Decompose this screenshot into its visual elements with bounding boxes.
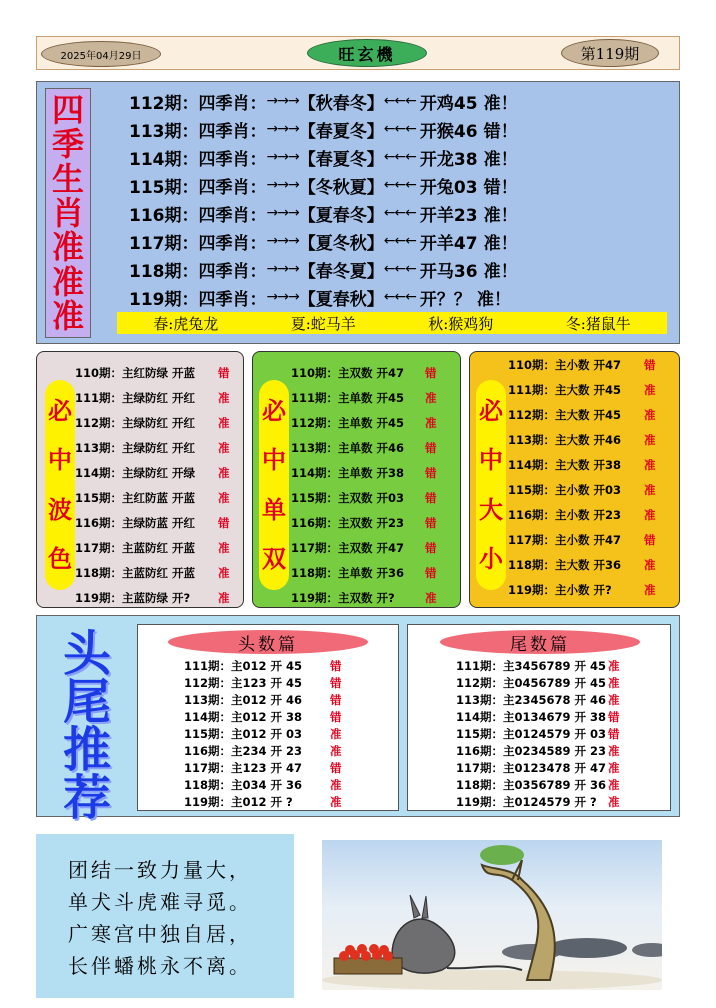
prediction-text: 115期：主双数 开03: [291, 490, 405, 505]
prediction-row: [508, 477, 656, 502]
result-mark: 准: [608, 794, 620, 809]
arrow-right-icon: →→→: [266, 177, 299, 193]
arrow-right-icon: →→→: [266, 289, 299, 305]
prediction-text: 113期：主绿防红 开红: [75, 440, 196, 455]
prediction-row: [184, 759, 342, 776]
legend-item: 秋:猴鸡狗: [428, 314, 494, 333]
prediction-row: [508, 577, 656, 602]
season-set: 【春夏冬】: [298, 149, 384, 170]
four-seasons-title: [45, 88, 91, 338]
result-mark: 准: [644, 507, 656, 522]
big-small-rows: [508, 352, 656, 602]
label-char: 中: [479, 446, 503, 475]
prediction-row: [456, 691, 620, 708]
prediction-text: 118期：主蓝防红 开蓝: [75, 565, 196, 580]
result-mark: 准！: [483, 233, 518, 254]
season-row: [129, 87, 518, 115]
prediction-row: [184, 708, 342, 725]
prediction-text: 116期：主绿防蓝 开红: [75, 515, 196, 530]
result-mark: 准: [425, 415, 437, 430]
prediction-text: 119期：主小数 开?: [508, 582, 612, 597]
result-mark: 准！: [483, 93, 518, 114]
prediction-row: [184, 793, 342, 810]
season-set: 【春夏冬】: [298, 121, 384, 142]
prediction-text: 113期：主单数 开46: [291, 440, 405, 455]
prediction-row: [291, 510, 437, 535]
result-mark: 准: [608, 658, 620, 673]
title-char: 荐: [62, 770, 111, 826]
prediction-row: [456, 708, 620, 725]
result-mark: 准: [608, 743, 620, 758]
arrow-left-icon: ←←←: [383, 93, 416, 109]
prediction-row: [75, 410, 230, 435]
prediction-row: [508, 377, 656, 402]
label-char: 必: [262, 396, 286, 425]
result-mark: 错: [608, 726, 620, 741]
prediction-text: 115期：主小数 开03: [508, 482, 622, 497]
arrow-left-icon: ←←←: [383, 177, 416, 193]
label-char: 必: [479, 396, 503, 425]
title-char: 尾: [62, 674, 111, 730]
result-mark: 准: [218, 415, 230, 430]
wave-color-box: [36, 351, 244, 608]
result-mark: 准: [644, 482, 656, 497]
wave-color-rows: [75, 360, 230, 610]
result-mark: 错: [425, 365, 437, 380]
result-mark: 准: [218, 490, 230, 505]
period-label: 114期：四季肖：: [129, 149, 267, 170]
prediction-row: [75, 535, 230, 560]
open-result: 开兔03: [419, 177, 478, 198]
prediction-text: 114期：主绿防红 开绿: [75, 465, 196, 480]
season-set: 【冬秋夏】: [298, 177, 384, 198]
head-tail-section: [36, 615, 680, 826]
result-mark: 准: [644, 582, 656, 597]
head-number-rows: [184, 657, 342, 810]
prediction-row: [508, 452, 656, 477]
period-label: 113期：四季肖：: [129, 121, 267, 142]
season-set: 【夏冬秋】: [298, 233, 384, 254]
head-number-panel: [137, 624, 399, 811]
prediction-row: [291, 435, 437, 460]
label-char: 必: [48, 396, 72, 425]
prediction-row: [508, 352, 656, 377]
prediction-text: 110期：主小数 开47: [508, 357, 622, 372]
prediction-text: 115期：主012 开 03: [184, 726, 303, 741]
rock-icon: [632, 943, 662, 957]
result-mark: 准: [608, 675, 620, 690]
section-title-char: 季: [51, 125, 84, 164]
arrow-right-icon: →→→: [266, 233, 299, 249]
result-mark: 准: [608, 777, 620, 792]
result-mark: 准: [218, 440, 230, 455]
season-set: 【春冬夏】: [298, 261, 384, 282]
prediction-row: [291, 460, 437, 485]
leaves-icon: [480, 845, 524, 865]
season-row: [129, 199, 518, 227]
result-mark: 错！: [483, 177, 518, 198]
prediction-text: 111期：主3456789 开 45: [456, 658, 607, 673]
section-title-char: 肖: [51, 193, 84, 232]
prediction-text: 116期：主0234589 开 23: [456, 743, 607, 758]
season-set: 【秋春冬】: [298, 93, 384, 114]
open-result: 开龙38: [419, 149, 478, 170]
prediction-text: 119期：主012 开 ?: [184, 794, 293, 809]
prediction-row: [184, 691, 342, 708]
prediction-text: 118期：主034 开 36: [184, 777, 303, 792]
section-title-char: 生: [51, 159, 84, 198]
season-row: [129, 143, 518, 171]
prediction-row: [75, 360, 230, 385]
prediction-text: 116期：主小数 开23: [508, 507, 622, 522]
season-set: 【夏春秋】: [298, 289, 384, 310]
prediction-text: 117期：主蓝防红 开蓝: [75, 540, 196, 555]
prediction-text: 112期：主0456789 开 45: [456, 675, 607, 690]
big-small-box: [469, 351, 680, 608]
result-mark: 错: [425, 490, 437, 505]
prediction-text: 115期：主0124579 开 03: [456, 726, 607, 741]
head-number-title: 头数篇: [168, 630, 368, 654]
open-result: 开羊23: [419, 205, 478, 226]
prediction-row: [508, 552, 656, 577]
issue-badge: 第119期: [561, 39, 659, 67]
poem-line: 团结一致力量大，: [68, 858, 252, 882]
prediction-row: [75, 585, 230, 610]
tail-number-title: 尾数篇: [440, 630, 640, 654]
tail-number-panel: [407, 624, 671, 811]
open-result: 开猴46: [419, 121, 478, 142]
prediction-text: 113期：主大数 开46: [508, 432, 622, 447]
prediction-text: 114期：主大数 开38: [508, 457, 622, 472]
result-mark: 准！: [476, 289, 511, 310]
arrow-left-icon: ←←←: [383, 149, 416, 165]
prediction-row: [291, 360, 437, 385]
period-label: 118期：四季肖：: [129, 261, 267, 282]
arrow-left-icon: ←←←: [383, 121, 416, 137]
result-mark: 准: [218, 590, 230, 605]
rock-icon: [547, 938, 627, 958]
prediction-text: 111期：主绿防红 开红: [75, 390, 196, 405]
result-mark: 准: [608, 692, 620, 707]
label-char: 中: [262, 446, 286, 475]
result-mark: 错: [218, 365, 230, 380]
date-badge: 2025年04月29日: [41, 41, 161, 67]
result-mark: 错: [330, 760, 342, 775]
label-char: 中: [48, 446, 72, 475]
result-mark: 准: [218, 465, 230, 480]
prediction-text: 119期：主蓝防绿 开?: [75, 590, 191, 605]
prediction-row: [508, 502, 656, 527]
prediction-row: [75, 460, 230, 485]
wave-color-label: [45, 380, 75, 590]
prediction-text: 112期：主大数 开45: [508, 407, 622, 422]
result-mark: 准！: [483, 261, 518, 282]
result-mark: 准: [425, 390, 437, 405]
prediction-text: 111期：主大数 开45: [508, 382, 622, 397]
result-mark: 错: [330, 709, 342, 724]
header-bar: [36, 36, 680, 70]
prediction-text: 110期：主红防绿 开蓝: [75, 365, 196, 380]
arrow-right-icon: →→→: [266, 121, 299, 137]
prediction-text: 116期：主234 开 23: [184, 743, 303, 758]
open-result: 开？？: [419, 289, 471, 310]
result-mark: 错: [425, 515, 437, 530]
result-mark: 准: [218, 565, 230, 580]
arrow-right-icon: →→→: [266, 205, 299, 221]
prediction-row: [456, 759, 620, 776]
result-mark: 准: [218, 390, 230, 405]
arrow-right-icon: →→→: [266, 261, 299, 277]
prediction-text: 114期：主012 开 38: [184, 709, 303, 724]
result-mark: 错: [425, 540, 437, 555]
period-label: 115期：四季肖：: [129, 177, 267, 198]
arrow-left-icon: ←←←: [383, 261, 416, 277]
prediction-text: 119期：主双数 开?: [291, 590, 395, 605]
prediction-row: [456, 657, 620, 674]
arrow-left-icon: ←←←: [383, 205, 416, 221]
result-mark: 错: [425, 440, 437, 455]
big-small-label: [476, 380, 506, 590]
result-mark: 准！: [483, 205, 518, 226]
section-title-char: 准: [51, 296, 84, 335]
prediction-text: 117期：主小数 开47: [508, 532, 622, 547]
prediction-text: 118期：主大数 开36: [508, 557, 622, 572]
result-mark: 准: [644, 432, 656, 447]
prediction-row: [456, 793, 620, 810]
prediction-row: [291, 485, 437, 510]
prediction-text: 112期：主123 开 45: [184, 675, 303, 690]
season-row: [129, 171, 518, 199]
four-seasons-rows: [129, 87, 518, 311]
result-mark: 准: [330, 777, 342, 792]
label-char: 色: [48, 545, 72, 574]
result-mark: 准: [330, 794, 342, 809]
tree-trunk-icon: [482, 865, 555, 980]
section-title-char: 四: [51, 91, 84, 130]
label-char: 波: [48, 495, 72, 524]
prediction-row: [184, 776, 342, 793]
prediction-row: [456, 742, 620, 759]
open-result: 开马36: [419, 261, 478, 282]
open-result: 开羊47: [419, 233, 478, 254]
open-result: 开鸡45: [419, 93, 478, 114]
prediction-text: 113期：主012 开 46: [184, 692, 303, 707]
prediction-text: 117期：主0123478 开 47: [456, 760, 607, 775]
site-title: 旺玄機: [307, 39, 427, 67]
prediction-text: 112期：主单数 开45: [291, 415, 405, 430]
title-char: 推: [62, 722, 111, 778]
four-seasons-section: [36, 81, 680, 344]
prediction-text: 117期：主123 开 47: [184, 760, 303, 775]
prediction-row: [456, 725, 620, 742]
prediction-row: [75, 510, 230, 535]
odd-even-box: [252, 351, 461, 608]
prediction-row: [75, 485, 230, 510]
prediction-text: 114期：主0134679 开 38: [456, 709, 607, 724]
prediction-text: 110期：主双数 开47: [291, 365, 405, 380]
prediction-row: [508, 527, 656, 552]
season-row: [129, 227, 518, 255]
prediction-row: [184, 657, 342, 674]
prediction-text: 119期：主0124579 开 ?: [456, 794, 597, 809]
season-set: 【夏春冬】: [298, 205, 384, 226]
arrow-right-icon: →→→: [266, 93, 299, 109]
result-mark: 准: [644, 382, 656, 397]
season-row: [129, 255, 518, 283]
label-char: 小: [479, 545, 503, 574]
poem-line: 广寒宫中独自居，: [68, 922, 252, 946]
prediction-text: 111期：主012 开 45: [184, 658, 303, 673]
result-mark: 错: [330, 658, 342, 673]
result-mark: 准: [425, 590, 437, 605]
prediction-row: [291, 535, 437, 560]
result-mark: 错: [644, 532, 656, 547]
prediction-text: 115期：主红防蓝 开蓝: [75, 490, 196, 505]
result-mark: 错！: [483, 121, 518, 142]
result-mark: 准！: [483, 149, 518, 170]
legend-item: 春:虎兔龙: [153, 314, 219, 333]
period-label: 119期：四季肖：: [129, 289, 267, 310]
period-label: 116期：四季肖：: [129, 205, 267, 226]
section-title-char: 准: [51, 228, 84, 267]
label-char: 大: [479, 495, 503, 524]
head-tail-title: [47, 626, 127, 826]
legend-item: 夏:蛇马羊: [290, 314, 356, 333]
odd-even-label: [259, 380, 289, 590]
prediction-text: 111期：主单数 开45: [291, 390, 405, 405]
prediction-row: [184, 674, 342, 691]
result-mark: 准: [218, 540, 230, 555]
prediction-text: 116期：主双数 开23: [291, 515, 405, 530]
rabbit-tree-illustration: [322, 840, 662, 990]
prediction-text: 118期：主单数 开36: [291, 565, 405, 580]
period-label: 117期：四季肖：: [129, 233, 267, 254]
result-mark: 错: [425, 565, 437, 580]
label-char: 双: [262, 545, 286, 574]
prediction-text: 118期：主0356789 开 36: [456, 777, 607, 792]
result-mark: 错: [425, 465, 437, 480]
prediction-row: [456, 776, 620, 793]
period-label: 112期：四季肖：: [129, 93, 267, 114]
prediction-row: [291, 410, 437, 435]
arrow-right-icon: →→→: [266, 149, 299, 165]
result-mark: 准: [644, 407, 656, 422]
prediction-row: [508, 402, 656, 427]
arrow-left-icon: ←←←: [383, 233, 416, 249]
season-row: [129, 283, 518, 311]
result-mark: 错: [330, 675, 342, 690]
result-mark: 错: [218, 515, 230, 530]
season-legend: [117, 312, 667, 334]
result-mark: 准: [330, 743, 342, 758]
tail-number-rows: [456, 657, 620, 810]
poem-line: 单犬斗虎难寻觅。: [68, 890, 252, 914]
prediction-text: 117期：主双数 开47: [291, 540, 405, 555]
prediction-row: [291, 585, 437, 610]
label-char: 单: [262, 495, 286, 524]
result-mark: 准: [330, 726, 342, 741]
prediction-text: 114期：主单数 开38: [291, 465, 405, 480]
odd-even-rows: [291, 360, 437, 610]
prediction-row: [184, 725, 342, 742]
prediction-row: [291, 385, 437, 410]
poem-line: 长伴蟠桃永不离。: [68, 954, 252, 978]
prediction-row: [291, 560, 437, 585]
result-mark: 准: [608, 760, 620, 775]
prediction-row: [75, 385, 230, 410]
prediction-row: [75, 435, 230, 460]
result-mark: 错: [644, 357, 656, 372]
arrow-left-icon: ←←←: [383, 289, 416, 305]
legend-item: 冬:猪鼠牛: [565, 314, 631, 333]
result-mark: 错: [330, 692, 342, 707]
prediction-row: [75, 560, 230, 585]
prediction-row: [456, 674, 620, 691]
poem-box: [36, 834, 294, 998]
section-title-char: 准: [51, 262, 84, 301]
result-mark: 准: [644, 557, 656, 572]
prediction-text: 112期：主绿防红 开红: [75, 415, 196, 430]
title-char: 头: [62, 626, 111, 682]
result-mark: 错: [608, 709, 620, 724]
prediction-row: [184, 742, 342, 759]
prediction-row: [508, 427, 656, 452]
prediction-text: 113期：主2345678 开 46: [456, 692, 607, 707]
result-mark: 准: [644, 457, 656, 472]
season-row: [129, 115, 518, 143]
